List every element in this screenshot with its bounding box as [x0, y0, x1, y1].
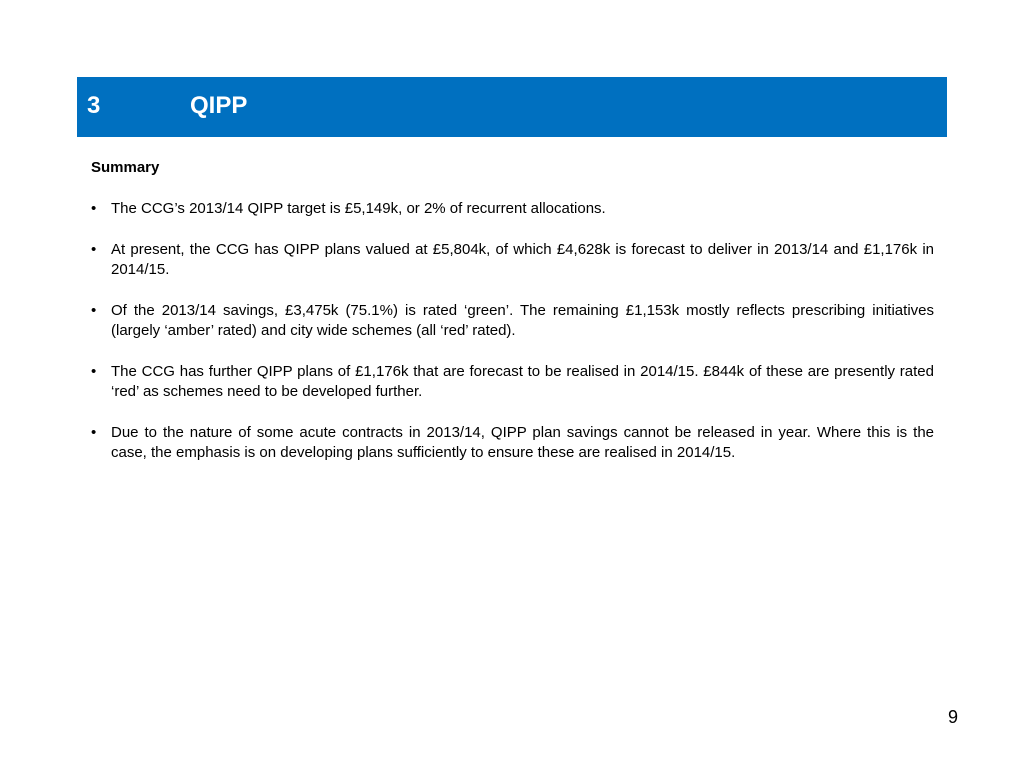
section-number: 3	[87, 92, 101, 119]
summary-heading: Summary	[91, 159, 160, 176]
bullet-icon: •	[91, 363, 97, 380]
bullet-icon: •	[91, 302, 97, 319]
bullet-text: The CCG’s 2013/14 QIPP target is £5,149k, or 2% of recurrent allocations.	[111, 200, 606, 217]
summary-bullet-item	[91, 301, 934, 341]
bullet-text: The CCG has further QIPP plans of £1,176k that are forecast to be realised in 2014/15. £844k of these are presently rated ‘red’ as schemes need to be developed further.	[111, 363, 934, 400]
bullet-icon: •	[91, 200, 97, 217]
bullet-text: Of the 2013/14 savings, £3,475k (75.1%) is rated ‘green’. The remaining £1,153k mostly reflects prescribing initiatives (largely ‘amber’ rated) and city wide schemes (all ‘red’ rated).	[111, 302, 934, 339]
section-title: QIPP	[190, 92, 248, 119]
summary-bullet-item	[91, 362, 934, 402]
summary-bullet-item	[91, 240, 934, 280]
bullet-text: At present, the CCG has QIPP plans valued at £5,804k, of which £4,628k is forecast to deliver in 2013/14 and £1,176k in 2014/15.	[111, 241, 934, 278]
section-header-bar	[77, 77, 947, 137]
summary-section	[91, 158, 934, 484]
summary-bullet-list	[91, 199, 934, 463]
bullet-text: Due to the nature of some acute contracts in 2013/14, QIPP plan savings cannot be released in year. Where this is the case, the emphasis is on developing plans sufficiently to ensure these are realised in 2014/15.	[111, 424, 934, 461]
bullet-icon: •	[91, 241, 97, 258]
bullet-icon: •	[91, 424, 97, 441]
summary-bullet-item	[91, 199, 934, 219]
page-number: 9	[948, 707, 959, 727]
summary-bullet-item	[91, 423, 934, 463]
